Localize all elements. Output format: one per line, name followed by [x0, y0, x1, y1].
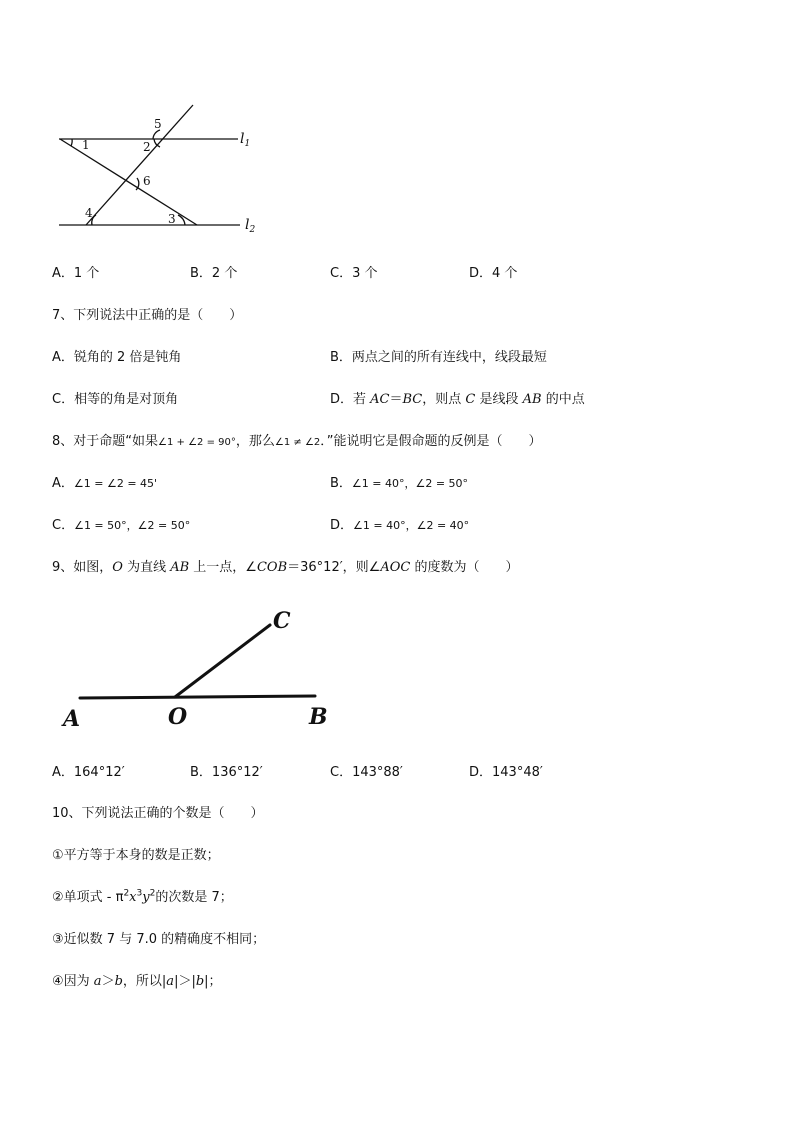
q9-stem-pre: 9、如图，: [52, 560, 113, 575]
q10-stem: 10、下列说法正确的个数是（ ）: [52, 806, 264, 821]
q10-item4-gt: ＞: [101, 974, 115, 989]
angle-label-6: 6: [143, 174, 151, 188]
q8-a-prefix: A．: [52, 476, 74, 491]
q7-d-post: 的中点: [541, 392, 585, 407]
angle-label-1: 1: [82, 138, 90, 152]
q10-item4-post: |；: [204, 974, 222, 989]
q9-stem: [52, 556, 518, 575]
q7-option-c: C．相等的角是对顶角: [52, 392, 179, 407]
q10-item-3: ③近似数 7 与 7.0 的精确度不相同；: [52, 932, 266, 947]
parallel-lines-figure: [50, 98, 280, 238]
q7-d-eq: ＝: [389, 392, 403, 407]
point-label-o: O: [168, 704, 188, 730]
q10-item-2: [52, 886, 233, 905]
angle-label-5: 5: [154, 117, 162, 131]
q8-option-b: [330, 472, 468, 491]
q10-item2-sup-pi: 2: [123, 888, 130, 899]
q8-d-prefix: D．: [330, 518, 354, 533]
point-label-a: A: [63, 706, 81, 732]
q7-option-b: B．两点之间的所有连线中，线段最短: [330, 350, 547, 365]
q7-d-pre: D．若: [330, 392, 371, 407]
q9-stem-aoc: AOC: [380, 560, 411, 575]
point-label-c: C: [273, 608, 291, 634]
angle-label-2: 2: [143, 140, 151, 154]
angle-aoc-figure: [55, 600, 345, 735]
line-ab: [80, 696, 315, 698]
q10-item4-pre: ④因为: [52, 974, 94, 989]
angle-label-4: 4: [85, 206, 93, 220]
q10-item4-b2: b: [195, 974, 205, 989]
q8-b-prefix: B．: [330, 476, 352, 491]
q9-stem-mid2: 上一点，∠: [189, 560, 257, 575]
q10-item4-mid: ，所以|: [122, 974, 167, 989]
q8-option-c: [52, 514, 190, 533]
q8-d-math: ∠1 = 40°，∠2 = 40°: [353, 519, 470, 532]
q8-stem-math2: ∠1 ≠ ∠2: [274, 437, 321, 448]
q9-stem-o: O: [112, 560, 123, 575]
q7-d-ab: AB: [522, 392, 542, 407]
q10-item4-a: a: [93, 974, 102, 989]
q9-stem-cob: COB: [256, 560, 288, 575]
q8-a-math: ∠1 = ∠2 = 45': [73, 477, 158, 490]
q8-c-prefix: C．: [52, 518, 75, 533]
angle-arc-1: [71, 139, 72, 146]
angle-label-3: 3: [168, 212, 176, 226]
q10-item2-pre: ②单项式 - π: [52, 890, 124, 905]
q8-stem-math1: ∠1 + ∠2 = 90°: [158, 437, 236, 448]
q6-option-b: B．2 个: [190, 266, 238, 281]
q7-option-a: A．锐角的 2 倍是钝角: [52, 350, 182, 365]
q10-item2-sup-x: 3: [136, 888, 143, 899]
q9-option-c: C．143°88′: [330, 765, 403, 780]
q8-option-a: [52, 472, 157, 491]
q7-d-mid: ，则点: [422, 392, 466, 407]
line-label-l1: $l_1$: [240, 131, 251, 149]
q8-option-d: [330, 514, 469, 533]
q6-option-c: C．3 个: [330, 266, 378, 281]
q10-item2-x: x: [129, 890, 137, 905]
q9-option-a: A．164°12′: [52, 765, 125, 780]
q7-d-c: C: [465, 392, 476, 407]
point-label-b: B: [309, 704, 328, 730]
q9-stem-mid1: 为直线: [122, 560, 171, 575]
q7-d-ac: AC: [370, 392, 390, 407]
q10-item4-gt2: |＞|: [174, 974, 196, 989]
q8-stem-pre: 8、对于命题“如果: [52, 434, 159, 449]
line-label-l2: $l_2$: [245, 217, 256, 235]
q10-item2-sup-y: 2: [149, 888, 156, 899]
q10-item4-b: b: [114, 974, 123, 989]
q7-stem: 7、下列说法中正确的是（ ）: [52, 308, 243, 323]
q9-stem-post: 的度数为（ ）: [410, 560, 519, 575]
q9-stem-mid3: ＝36°12′，则∠: [287, 560, 381, 575]
q10-item-4: [52, 970, 222, 989]
transversal-b: [60, 139, 197, 225]
q9-option-b: B．136°12′: [190, 765, 263, 780]
q8-b-math: ∠1 = 40°，∠2 = 50°: [351, 477, 469, 490]
q10-item4-a2: a: [166, 974, 175, 989]
ray-oc: [175, 625, 270, 697]
q7-d-bc: BC: [402, 392, 423, 407]
q8-stem: [52, 430, 542, 449]
q10-item2-y: y: [142, 890, 150, 905]
angle-arc-5: [153, 130, 160, 139]
q9-option-d: D．143°48′: [469, 765, 543, 780]
q8-stem-mid: ，那么: [235, 434, 275, 449]
q6-option-a: A．1 个: [52, 266, 100, 281]
q10-item-1: ①平方等于本身的数是正数；: [52, 848, 220, 863]
q8-stem-post: ．”能说明它是假命题的反例是（ ）: [320, 434, 542, 449]
q6-option-d: D．4 个: [469, 266, 518, 281]
q7-option-d: [330, 388, 585, 407]
q9-stem-ab: AB: [170, 560, 190, 575]
q10-item2-post: 的次数是 7；: [155, 890, 233, 905]
q7-d-mid2: 是线段: [475, 392, 523, 407]
q8-c-math: ∠1 = 50°，∠2 = 50°: [74, 519, 191, 532]
